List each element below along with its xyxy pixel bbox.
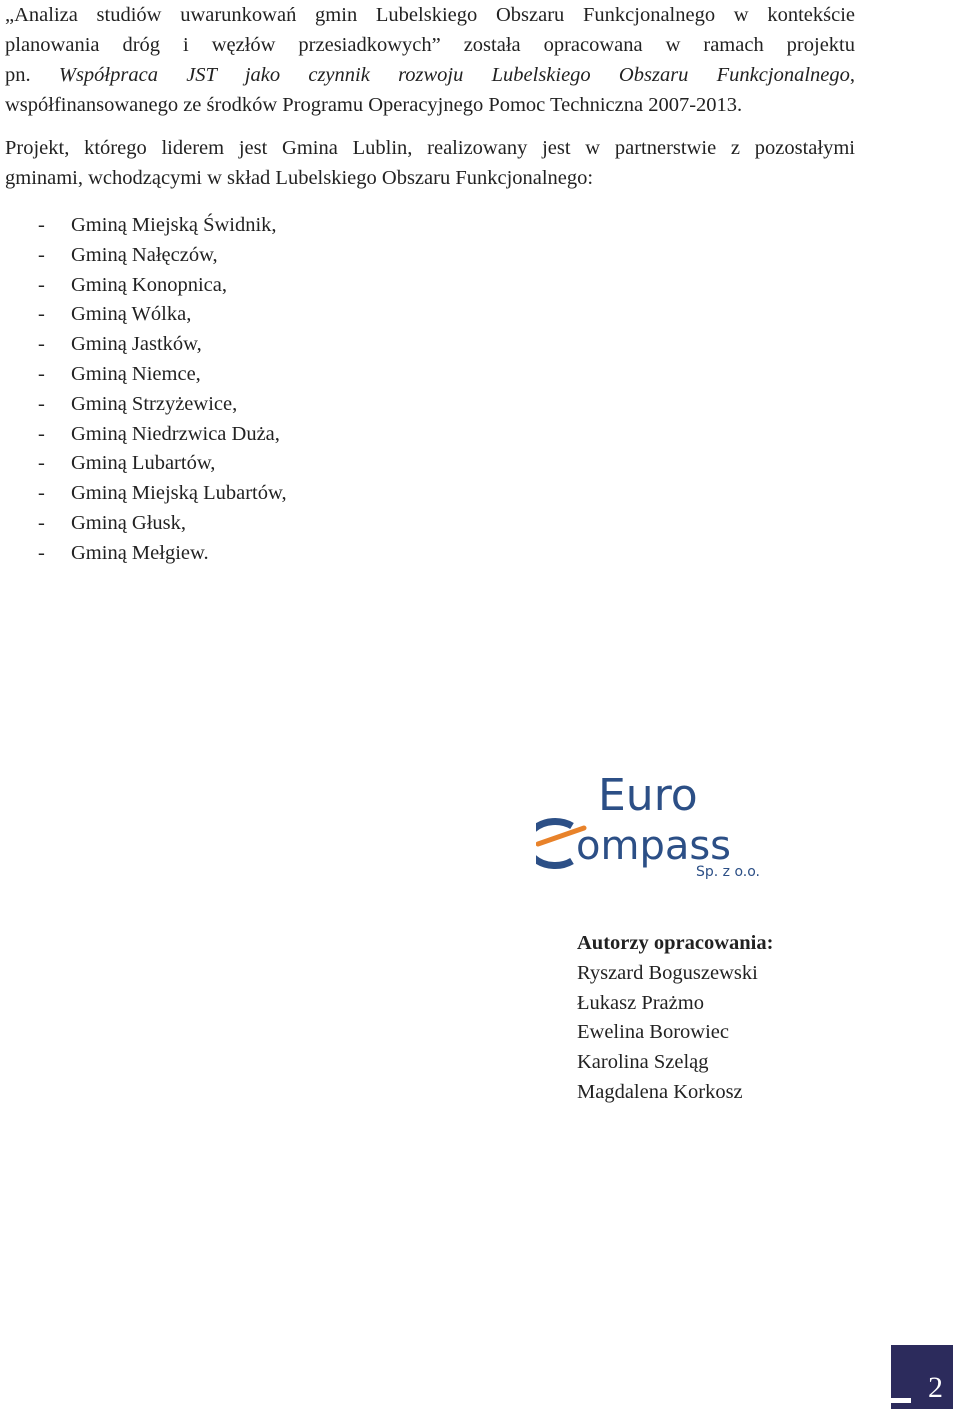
list-item [38,539,287,569]
project-line-2: gminami, wchodzącymi w skład Lubelskiego Obszaru Funkcjonalnego: [5,167,594,189]
list-item [38,241,287,271]
intro-paragraph [5,0,855,120]
list-item-text: Gminą Mełgiew. [71,541,209,564]
logo-word-ompass: ompass [576,823,732,869]
list-item [38,330,287,360]
list-dash: - [38,303,45,326]
list-item [38,360,287,390]
municipality-list [38,211,287,569]
author-name: Magdalena Korkosz [577,1080,743,1103]
logo-word-euro: Euro [598,770,698,821]
list-item-text: Gminą Konopnica, [71,273,227,296]
list-dash: - [38,392,45,415]
author-name: Karolina Szeląg [577,1051,709,1074]
list-item [38,449,287,479]
list-dash: - [38,422,45,445]
intro-comma: , [849,64,855,86]
list-dash: - [38,273,45,296]
author-name: Ryszard Boguszewski [577,961,758,984]
authors-block [577,929,773,1108]
list-dash: - [38,214,45,236]
list-item-text: Gminą Niedrzwica Duża, [71,422,280,445]
list-item-text: Gminą Nałęczów, [71,243,218,266]
intro-line-3 [5,60,855,90]
list-item-text: Gminą Miejską Lubartów, [71,482,287,505]
author-name: Łukasz Prażmo [577,991,704,1014]
list-item [38,300,287,330]
list-item-text: Gminą Strzyżewice, [71,392,238,415]
author-names [577,959,773,1108]
intro-line-4: współfinansowanego ze środków Programu Operacyjnego Pomoc Techniczna 2007-2013. [5,94,743,116]
euro-compass-logo [536,768,778,880]
intro-line-2: planowania dróg i węzłów przesiadkowych” została opracowana w ramach projektu [5,34,855,56]
intro-line-1: „Analiza studiów uwarunkowań gmin Lubelskiego Obszaru Funkcjonalnego w kontekście [5,4,855,26]
list-item [38,271,287,301]
logo-subtitle: Sp. z o.o. [696,864,761,880]
list-item-text: Gminą Niemce, [71,362,201,385]
list-item [38,211,287,241]
list-item-text: Gminą Jastków, [71,333,202,356]
list-dash: - [38,333,45,356]
list-item-text: Gminą Lubartów, [71,452,216,475]
authors-heading: Autorzy opracowania: [577,932,774,954]
list-dash: - [38,541,45,564]
project-paragraph [5,133,855,193]
page-number: 2 [928,1371,943,1404]
project-line-1: Projekt, którego liderem jest Gmina Lublin, realizowany jest w partnerstwie z pozostałymi [5,137,855,159]
list-dash: - [38,243,45,266]
list-item-text: Gminą Wólka, [71,303,192,326]
list-dash: - [38,452,45,475]
list-item-text: Gminą Miejską Świdnik, [71,214,277,236]
list-dash: - [38,362,45,385]
list-dash: - [38,511,45,534]
page-number-bar [891,1398,911,1403]
list-item [38,479,287,509]
intro-prefix: pn. [5,64,59,86]
author-name: Ewelina Borowiec [577,1021,729,1044]
list-item-text: Gminą Głusk, [71,511,187,534]
list-item [38,509,287,539]
logo-graphic [536,768,778,880]
list-dash: - [38,482,45,505]
project-name-italic: Współpraca JST jako czynnik rozwoju Lubelskiego Obszaru Funkcjonalnego [58,64,850,86]
list-item [38,420,287,450]
list-item [38,390,287,420]
page-number-box [891,1345,953,1409]
